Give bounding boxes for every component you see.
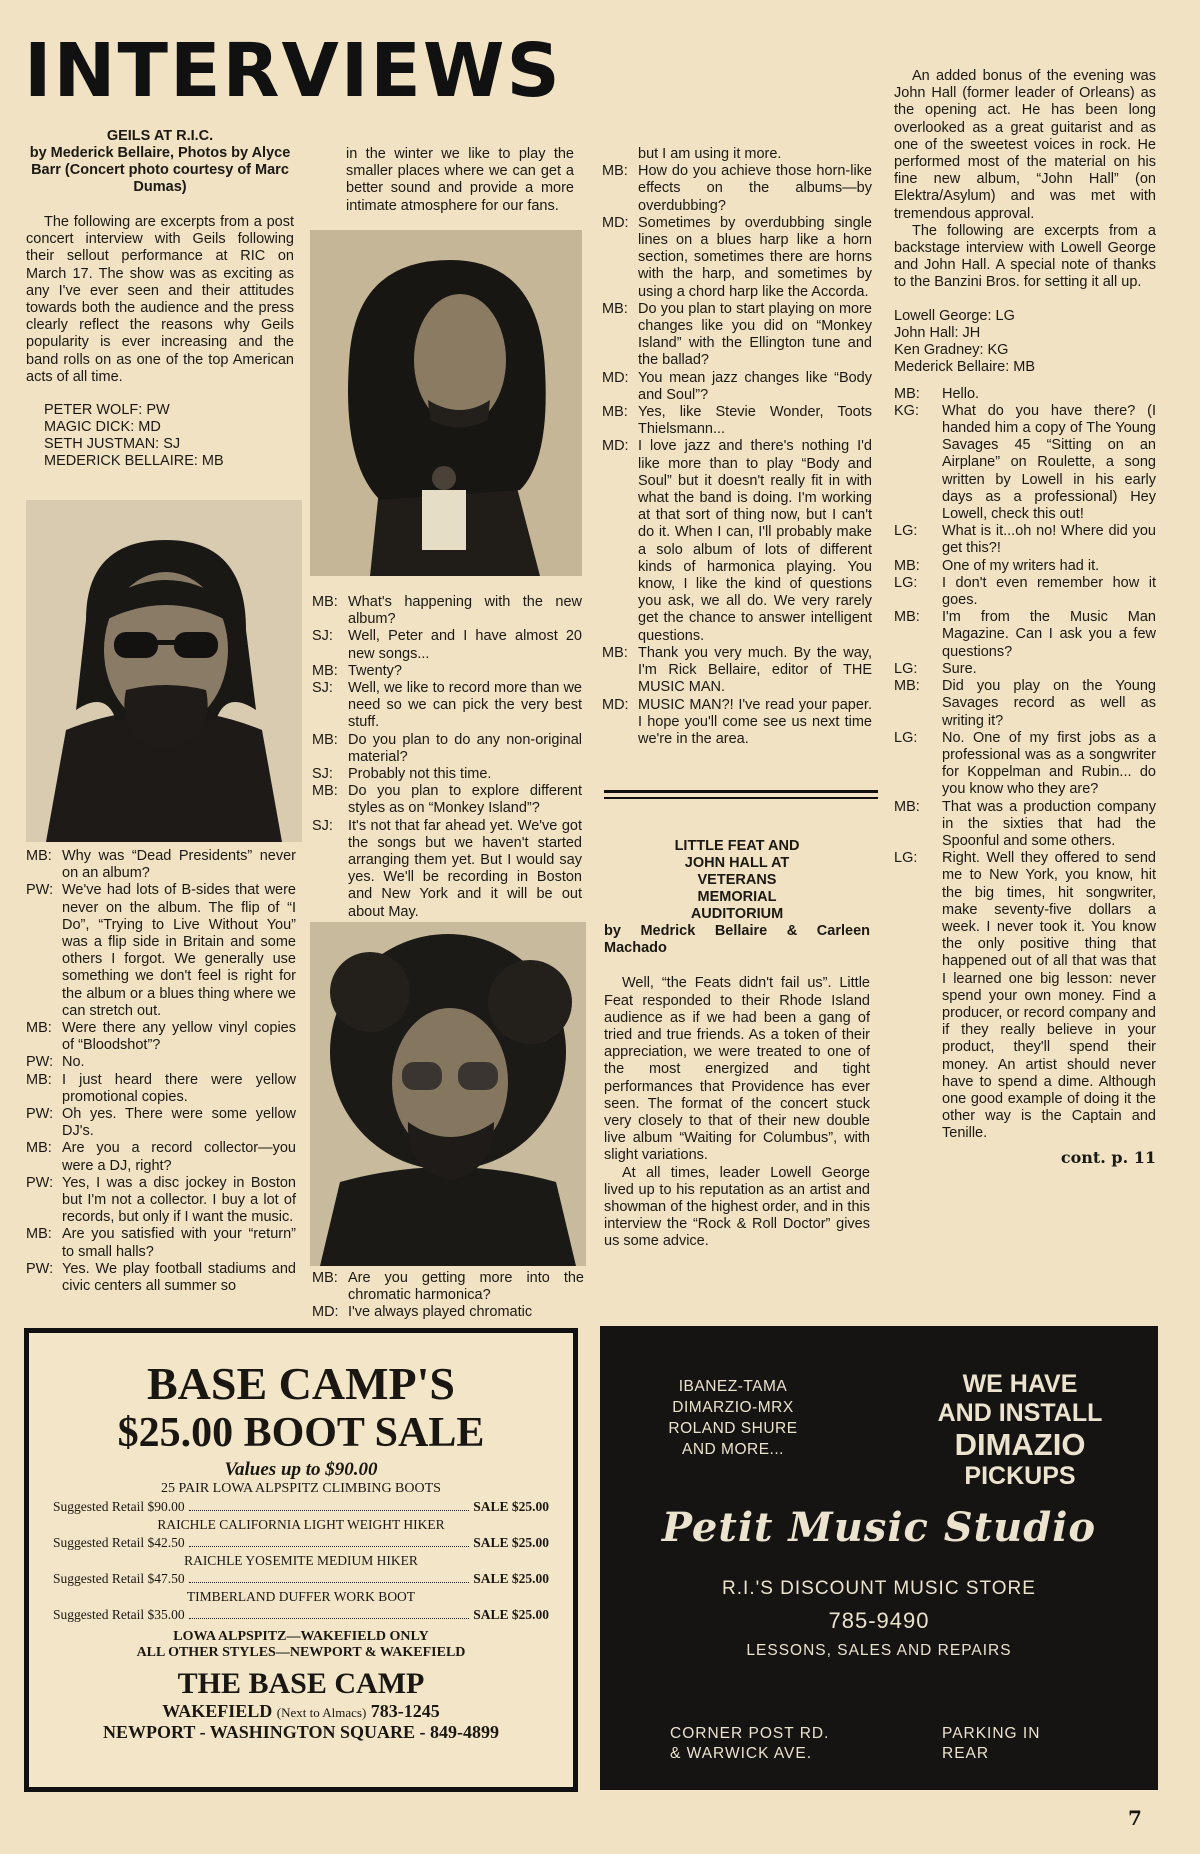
speaker: LG:: [894, 729, 918, 746]
speaker: KG:: [894, 402, 919, 419]
line: I've always played chromatic: [348, 1304, 533, 1321]
qa-row: [602, 697, 872, 749]
speaker: LG:: [894, 574, 918, 591]
speaker: MB:: [312, 662, 338, 679]
line: You mean jazz changes like “Body and Soul”?: [638, 369, 872, 403]
speaker: PW:: [26, 1174, 54, 1191]
qa-row: [312, 594, 582, 628]
price-row: [29, 1499, 573, 1515]
store-tagline: R.I.'S DISCOUNT MUSIC STORE: [722, 1578, 1036, 1599]
address-line: & WARWICK AVE.: [670, 1745, 813, 1762]
qa-row: [894, 609, 1156, 661]
headline-line: AND INSTALL: [937, 1399, 1103, 1427]
qa-row: [602, 645, 872, 697]
column-1: [26, 128, 294, 470]
qa-row: [602, 163, 872, 215]
speaker: PW:: [26, 882, 54, 899]
line: Did you play on the Young Savages record as well as writing it?: [942, 678, 1156, 729]
speaker: MB:: [602, 644, 628, 661]
qa-block: [26, 848, 296, 1295]
qa-row: [602, 370, 872, 404]
speaker: SJ:: [312, 817, 333, 834]
ad-title: BASE CAMP'S: [147, 1358, 455, 1409]
speaker: MB:: [602, 404, 628, 421]
dot-leader: [189, 1607, 470, 1619]
brand-line: AND MORE...: [682, 1441, 784, 1458]
speaker: MD:: [602, 369, 629, 386]
speaker: MB:: [312, 1270, 338, 1286]
headline-line: WE HAVE: [962, 1370, 1078, 1398]
speaker: LG:: [894, 660, 918, 677]
headline-line: PICKUPS: [964, 1462, 1076, 1490]
speaker: MD:: [602, 696, 629, 713]
store-name: THE BASE CAMP: [177, 1667, 425, 1700]
qa-row: [894, 386, 1156, 403]
line: How do you achieve those horn-like effects on the albums—by overdubbing?: [638, 163, 872, 214]
line: No.: [62, 1054, 85, 1071]
line: Are you a record collector—you were a DJ, right?: [62, 1140, 296, 1174]
qa-row: [312, 663, 582, 680]
key-line: John Hall: JH: [894, 324, 981, 341]
line: No. One of my first jobs as a professional was as a songwriter for Koppelman and Rubin... do you know who they are?: [942, 729, 1156, 798]
speaker: MB:: [312, 731, 338, 748]
qa-row: [602, 404, 872, 438]
qa-row: [312, 1270, 584, 1304]
speaker: MB:: [26, 1020, 52, 1037]
studio-name: Petit Music Studio: [661, 1504, 1097, 1551]
line: That was a production company in the sixties that had the Spoonful and some others.: [942, 798, 1156, 849]
line: Thank you very much. By the way, I'm Rick Bellaire, editor of THE MUSIC MAN.: [638, 644, 872, 696]
qa-row: [26, 1226, 296, 1260]
brand-line: IBANEZ-TAMA: [678, 1378, 788, 1395]
feat-byline: by Medrick Bellaire & Carleen Machado: [604, 923, 870, 957]
masthead-title: INTERVIEWS: [24, 28, 562, 114]
retail-price: Suggested Retail $47.50: [53, 1571, 185, 1586]
store-phone: 785-9490: [828, 1608, 930, 1633]
qa-row: [26, 1175, 296, 1227]
price-row: [29, 1571, 573, 1587]
column-2-qa: [312, 594, 582, 921]
speaker: MB:: [312, 783, 338, 800]
qa-row: [602, 215, 872, 301]
column-3: [602, 146, 872, 748]
sale-price: SALE $25.00: [473, 1607, 549, 1622]
price-row: [29, 1607, 573, 1623]
qa-row: [312, 680, 582, 732]
key-line: Mederick Bellaire: MB: [894, 358, 1036, 375]
sale-price: SALE $25.00: [473, 1571, 549, 1586]
parking-line: REAR: [942, 1745, 990, 1762]
sale-price: SALE $25.00: [473, 1535, 549, 1550]
speaker: MB:: [894, 609, 920, 626]
ad-values: Values up to $90.00: [224, 1459, 378, 1480]
qa-block: [894, 386, 1156, 1143]
line: What's happening with the new album?: [348, 594, 582, 628]
base-camp-ad: [24, 1328, 578, 1792]
ad-location-note: ALL OTHER STYLES—NEWPORT & WAKEFIELD: [136, 1645, 466, 1660]
newport-address: NEWPORT - WASHINGTON SQUARE - 849-4899: [103, 1722, 499, 1742]
qa-row: [312, 766, 582, 783]
qa-row: [312, 1304, 584, 1321]
qa-row: [26, 1072, 296, 1106]
ad-item: 25 PAIR LOWA ALPSPITZ CLIMBING BOOTS: [161, 1481, 441, 1496]
line: One of my writers had it.: [942, 557, 1100, 574]
key-line: PETER WOLF: PW: [44, 402, 170, 419]
retail-price: Suggested Retail $35.00: [53, 1607, 185, 1622]
speaker: MD:: [602, 438, 629, 455]
qa-row: [894, 661, 1156, 678]
speaker: PW:: [26, 1054, 54, 1071]
key-line: MAGIC DICK: MD: [44, 419, 161, 436]
speaker: SJ:: [312, 680, 333, 697]
store-address: [670, 1724, 829, 1764]
line: I'm from the Music Man Magazine. Can I ask you a few questions?: [942, 609, 1156, 660]
portrait-illustration: [310, 922, 586, 1266]
speaker: PW:: [26, 1106, 54, 1123]
dot-leader: [189, 1571, 470, 1583]
column-2-top: [346, 146, 574, 215]
key-line: Lowell George: LG: [894, 307, 1015, 324]
key-line: Ken Gradney: KG: [894, 341, 1009, 358]
qa-row: [312, 783, 582, 817]
qa-row: [894, 678, 1156, 730]
feat-key: [894, 308, 1156, 376]
line: Yes, like Stevie Wonder, Toots Thielsmann...: [638, 404, 872, 438]
brand-line: DIMARZIO-MRX: [672, 1399, 794, 1416]
feat-paragraph: An added bonus of the evening was John Hall (former leader of Orleans) as the opening act. He has been long overlooked as a great guitarist and as one of the sweetest voices in rock. He performed most of the material on his fine new album, “John Hall” (on Elektra/Asylum) and was met with tremendous approval.: [894, 68, 1156, 222]
line: I don't even remember how it goes.: [942, 574, 1156, 609]
petit-music-ad: [600, 1326, 1158, 1790]
address-line: CORNER POST RD.: [670, 1725, 830, 1742]
line: We've had lots of B-sides that were never on the album. The flip of “I Do”, “Trying to Live Without You” was a flip side in Britain and some others I forgot. We generally use something we don't feel is right for the album or a blues thing where we can stretch out.: [62, 882, 296, 1019]
speaker: MB:: [894, 385, 920, 402]
qa-row: [26, 1054, 296, 1071]
geils-headline: GEILS AT R.I.C.: [106, 128, 214, 144]
speaker: MB:: [26, 1071, 52, 1088]
portrait-illustration: [26, 500, 302, 842]
line: Why was “Dead Presidents” never on an album?: [62, 848, 296, 882]
feat-paragraph: Well, “the Feats didn't fail us”. Little Feat responded to their Rhode Island audience as if we had been a gang of tried and true friends. As a token of their appreciation, we were treated to one of the most energized and tight performances that Providence has ever seen. The format of the concert stuck very closely to that of their new double live album “Waiting for Columbus”, with slight variations.: [604, 975, 870, 1164]
parking-note: [942, 1724, 1040, 1764]
line: I love jazz and there's nothing I'd like more than to play “Body and Soul” but it doesn't really fit in with what the band is doing. I'm working at that sort of thing now, but I can't do it. When I can, I'll probably make a solo album of lots of different kinds of harmonica playing. You know, I like the kind of questions you ask, we all do. We very rarely get the chance to answer intelligent questions.: [638, 438, 872, 644]
speaker: MB:: [602, 163, 628, 180]
qa-row: [894, 799, 1156, 851]
wakefield-note: (Next to Almacs): [276, 1705, 367, 1720]
qa-row: [602, 438, 872, 644]
key-line: MEDERICK BELLAIRE: MB: [44, 453, 224, 470]
speaker: MD:: [312, 1304, 339, 1321]
speaker: LG:: [894, 523, 918, 540]
dot-leader: [189, 1499, 470, 1511]
pickups-headline: [900, 1370, 1140, 1491]
line: MUSIC MAN?! I've read your paper. I hope you'll come see us next time we're in the area.: [638, 696, 872, 747]
speaker: SJ:: [312, 766, 333, 783]
ad-location-note: LOWA ALPSPITZ—WAKEFIELD ONLY: [173, 1629, 429, 1644]
price-row: [29, 1535, 573, 1551]
wakefield-phone: 783-1245: [370, 1701, 440, 1721]
ad-sale-title: $25.00 BOOT SALE: [117, 1410, 485, 1456]
speaker: LG:: [894, 850, 918, 867]
speaker: PW:: [26, 1260, 54, 1277]
geils-key: [44, 402, 294, 470]
feat-paragraph: The following are excerpts from a backstage interview with Lowell George and John Hall. A special note of thanks to the Banzini Bros. for setting it all up.: [894, 222, 1156, 291]
retail-price: Suggested Retail $42.50: [53, 1535, 185, 1550]
page-number: 7: [1128, 1806, 1142, 1830]
services: LESSONS, SALES AND REPAIRS: [746, 1642, 1012, 1659]
line: I just heard there were yellow promotional copies.: [62, 1071, 296, 1105]
ad-item: RAICHLE CALIFORNIA LIGHT WEIGHT HIKER: [157, 1517, 445, 1532]
line: Yes, I was a disc jockey in Boston but I'm not a collector. I buy a lot of records, but only if I want the music.: [62, 1174, 296, 1226]
line: Right. Well they offered to send me to New York, you know, hit the big times, hit songwriter, make seventy-five dollars a week. I never took it. You know the only positive thing that happened out of all that was that I learned one big lesson: never spend your own money. Find a producer, or record company and if they really believe in your product, they'll spend their money. An artist should never have to spend a dime. Although one good example of doing it the other way is the Captain and Tenille.: [942, 850, 1156, 1142]
speaker: MB:: [26, 1226, 52, 1243]
photo-long-hair-man: [310, 230, 582, 576]
sale-price: SALE $25.00: [473, 1499, 549, 1514]
line: Probably not this time.: [348, 766, 492, 783]
column-2-bottom-qa: [312, 1270, 584, 1322]
speaker: MB:: [26, 1140, 52, 1157]
dot-leader: [189, 1535, 470, 1547]
line: Sure.: [942, 660, 977, 677]
line: Do you plan to explore different styles as on “Monkey Island”?: [348, 783, 582, 817]
line: Yes. We play football stadiums and civic centers all summer so: [62, 1260, 296, 1295]
line: What do you have there? (I handed him a copy of The Young Savages 45 “Sitting on an Airplane” on Roulette, a song written by Lowell in his early days as a professional) Hey Lowell, check this out!: [942, 402, 1156, 523]
brand-list: [648, 1376, 818, 1460]
line: Sometimes by overdubbing single lines on a blues harp like a horn section, sometimes there are horns with the harp, and sometimes by using a chord harp like the Accorda.: [638, 214, 872, 300]
qa-block: [602, 163, 872, 748]
qa-row: [26, 882, 296, 1020]
qa-row: [312, 818, 582, 921]
qa-block: [312, 594, 582, 921]
feat-paragraph: At all times, leader Lowell George lived up to his reputation as an artist and showman of the highest order, and in this interview the “Rock & Roll Doctor” gives us some advice.: [604, 1164, 870, 1250]
line: It's not that far ahead yet. We've got the songs but we haven't started arranging them yet. But I would say yes. We'll be recording in Boston and New York and it will be out about May.: [348, 817, 582, 920]
qa-row: [312, 628, 582, 662]
qa-row: [894, 730, 1156, 799]
line: Hello.: [942, 385, 980, 402]
speaker: MB:: [312, 594, 338, 610]
qa-row: [894, 403, 1156, 523]
qa-row: [894, 558, 1156, 575]
qa-row: [602, 301, 872, 370]
geils-byline: by Mederick Bellaire, Photos by Alyce Barr (Concert photo courtesy of Marc Dumas): [29, 145, 291, 195]
speaker: MB:: [26, 848, 52, 864]
speaker: MD:: [602, 214, 629, 231]
qa-row: [312, 732, 582, 766]
speaker: MB:: [894, 557, 920, 574]
continued-note: cont. p. 11: [1060, 1147, 1156, 1167]
line: What is it...oh no! Where did you get this?!: [942, 523, 1156, 557]
line: Well, Peter and I have almost 20 new songs...: [348, 628, 582, 662]
qa-block: [312, 1270, 584, 1322]
photo-sunglasses-man: [26, 500, 302, 842]
qa-row: [26, 1261, 296, 1295]
geils-continued-2: but I am using it more.: [638, 146, 782, 162]
key-line: SETH JUSTMAN: SJ: [44, 436, 181, 453]
headline-line: DIMAZIO: [954, 1427, 1086, 1462]
speaker: MB:: [894, 798, 920, 815]
qa-row: [26, 1020, 296, 1054]
speaker: MB:: [602, 300, 628, 317]
line: Twenty?: [348, 662, 402, 679]
photo-afro-man: [310, 922, 586, 1266]
line: Are you getting more into the chromatic harmonica?: [348, 1270, 584, 1304]
feat-headline: LITTLE FEAT AND JOHN HALL AT VETERANS MEMORIAL AUDITORIUM: [674, 838, 800, 922]
line: Were there any yellow vinyl copies of “Bloodshot”?: [62, 1020, 296, 1054]
speaker: SJ:: [312, 628, 333, 645]
speaker: MB:: [894, 678, 920, 695]
qa-row: [26, 1106, 296, 1140]
brand-line: ROLAND SHURE: [668, 1420, 798, 1437]
line: Are you satisfied with your “return” to small halls?: [62, 1226, 296, 1260]
retail-price: Suggested Retail $90.00: [53, 1499, 185, 1514]
section-divider: [604, 790, 878, 799]
line: Do you plan to start playing on more changes like you did on “Monkey Island” with the Ellington tune and the ballad?: [638, 300, 872, 369]
parking-line: PARKING IN: [942, 1725, 1041, 1742]
little-feat-article: [604, 838, 870, 1251]
line: Well, we like to record more than we need so we can pick the very best stuff.: [348, 680, 582, 731]
portrait-illustration: [310, 230, 582, 576]
column-1-qa: [26, 848, 296, 1295]
qa-row: [894, 575, 1156, 609]
ad-item: TIMBERLAND DUFFER WORK BOOT: [186, 1589, 416, 1604]
qa-row: [894, 523, 1156, 557]
qa-row: [26, 1140, 296, 1174]
ad-item: RAICHLE YOSEMITE MEDIUM HIKER: [184, 1553, 418, 1568]
qa-row: [894, 850, 1156, 1142]
line: Do you plan to do any non-original material?: [348, 731, 582, 765]
geils-intro: The following are excerpts from a post concert interview with Geils following their sellout performance at RIC on March 17. The show was as exciting as any I've ever seen and their attitudes towards both the audience and the press clearly reflect the reasons why Geils popularity is ever increasing and the band rolls on as one of the top American acts of all time.: [26, 214, 294, 385]
wakefield-label: WAKEFIELD: [162, 1701, 273, 1721]
qa-row: [26, 848, 296, 882]
geils-continued: in the winter we like to play the smaller places where we can get a better sound and provide a more intimate atmosphere for our fans.: [346, 146, 574, 214]
column-4: [894, 68, 1156, 1166]
line: Oh yes. There were some yellow DJ's.: [62, 1106, 296, 1140]
wakefield-address: [29, 1701, 573, 1722]
